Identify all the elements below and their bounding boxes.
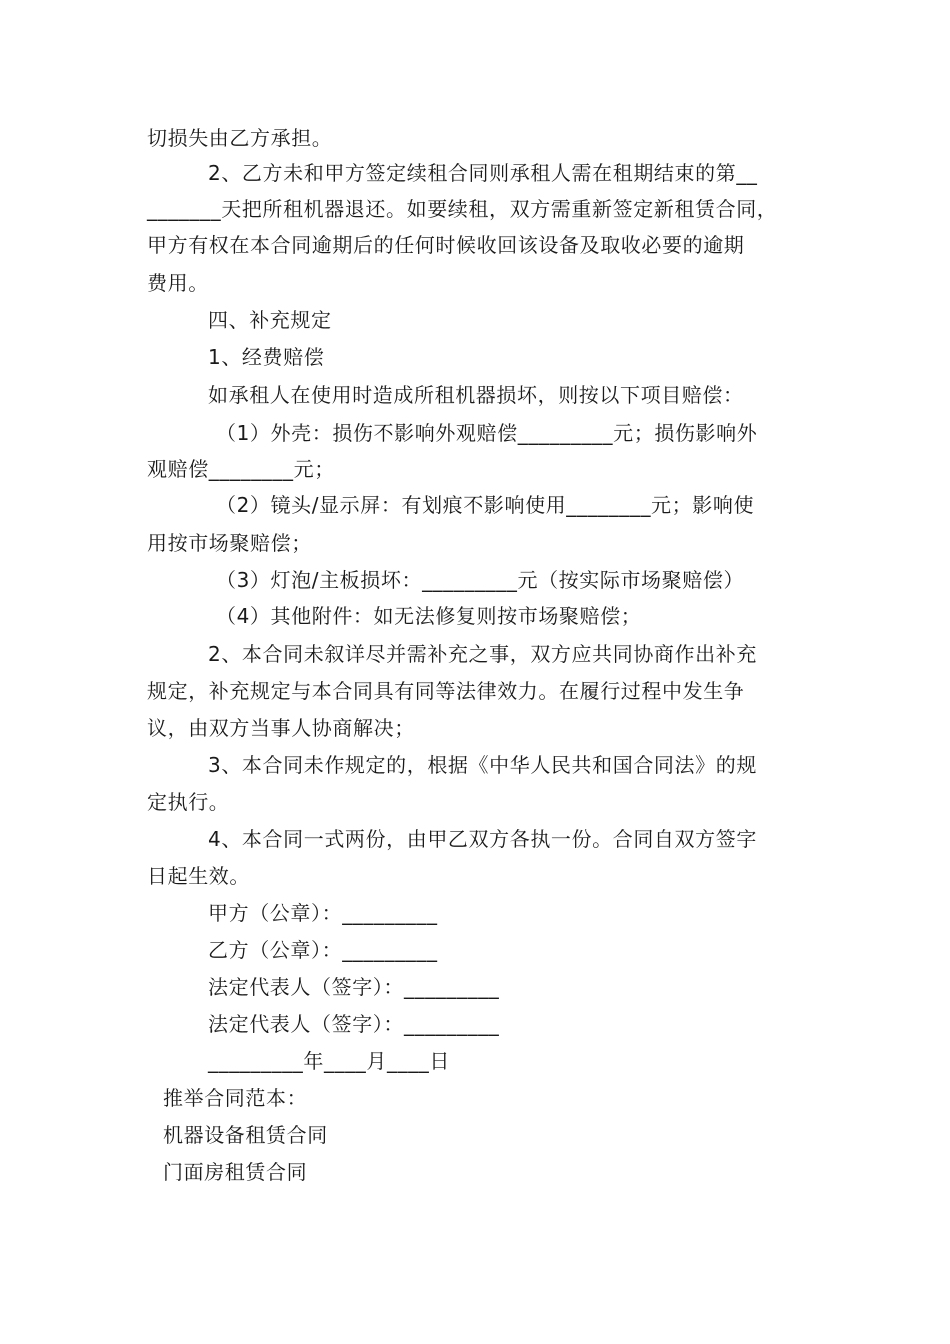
- recommended-link-machine-lease[interactable]: 机器设备租赁合同: [163, 1123, 328, 1147]
- text-line: 定执行。: [147, 790, 230, 814]
- text-line: 费用。: [147, 271, 209, 295]
- text-line: 用按市场聚赔偿；: [147, 531, 312, 555]
- signature-line-representative: 法定代表人（签字）：_________: [208, 975, 500, 999]
- text-line: 2、乙方未和甲方签定续租合同则承租人需在租期结束的第__: [208, 161, 758, 185]
- text-line: 甲方有权在本合同逾期后的任何时候收回该设备及取收必要的逾期: [147, 233, 745, 257]
- text-line: （3）灯泡/主板损坏：_________元（按实际市场聚赔偿）: [216, 568, 745, 592]
- text-line: （1）外壳：损伤不影响外观赔偿_________元；损伤影响外: [216, 421, 758, 445]
- signature-line-representative: 法定代表人（签字）：_________: [208, 1012, 500, 1036]
- text-line: 4、本合同一式两份，由甲乙双方各执一份。合同自双方签字: [208, 827, 757, 851]
- subsection-heading: 1、经费赔偿: [208, 345, 325, 369]
- recommended-heading: 推举合同范本：: [163, 1086, 308, 1110]
- text-line: （2）镜头/显示屏：有划痕不影响使用________元；影响使: [216, 493, 755, 517]
- text-line: 2、本合同未叙详尽并需补充之事，双方应共同协商作出补充: [208, 642, 757, 666]
- recommended-link-storefront-lease[interactable]: 门面房租赁合同: [163, 1160, 308, 1184]
- text-line: _______天把所租机器退还。如要续租，双方需重新签定新租赁合同，: [147, 197, 778, 221]
- text-line: （4）其他附件：如无法修复则按市场聚赔偿；: [216, 604, 642, 628]
- text-line: 议，由双方当事人协商解决；: [147, 716, 415, 740]
- signature-line-party-a: 甲方（公章）：_________: [208, 901, 438, 925]
- text-line: 如承租人在使用时造成所租机器损坏，则按以下项目赔偿：: [208, 383, 744, 407]
- section-heading: 四、补充规定: [208, 308, 332, 332]
- text-line: 3、本合同未作规定的，根据《中华人民共和国合同法》的规: [208, 753, 757, 777]
- signature-line-party-b: 乙方（公章）：_________: [208, 938, 438, 962]
- text-line: 规定，补充规定与本合同具有同等法律效力。在履行过程中发生争: [147, 679, 745, 703]
- text-line: 观赔偿________元；: [147, 457, 335, 481]
- text-line: 切损失由乙方承担。: [147, 126, 333, 150]
- date-line: _________年____月____日: [208, 1049, 450, 1073]
- text-line: 日起生效。: [147, 864, 250, 888]
